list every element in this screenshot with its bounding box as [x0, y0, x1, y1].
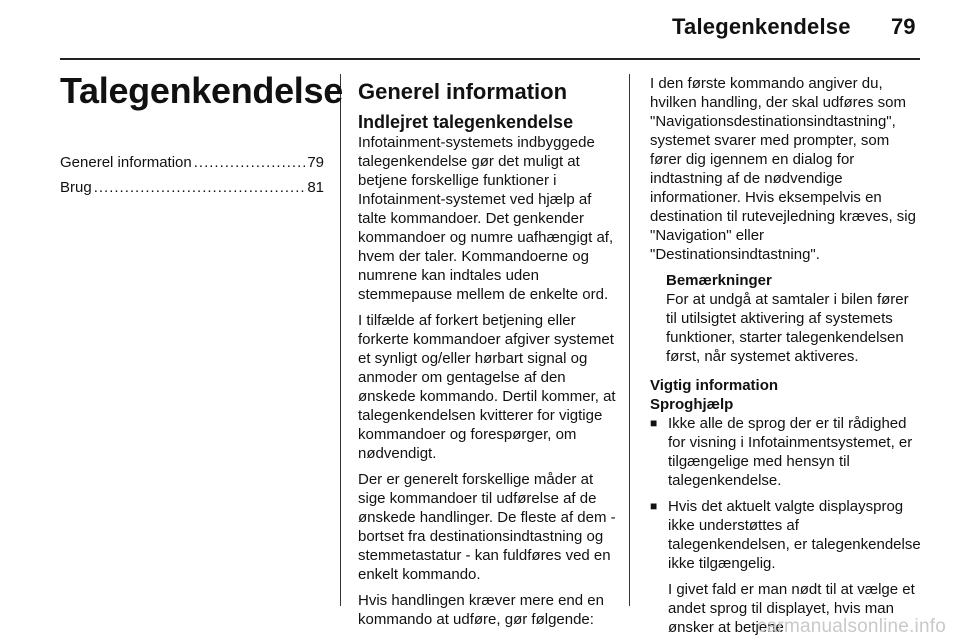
square-bullet-icon: ■	[650, 416, 658, 430]
toc-entry-brug[interactable]	[60, 175, 324, 200]
note-text: For at undgå at samtaler i bilen fører til utilsigtet aktivering af systemets funktioner, starter talegenkendelsen først, når systemet aktiveres.	[666, 291, 909, 365]
toc-leader-dots	[94, 175, 306, 200]
header-divider	[60, 58, 920, 60]
square-bullet-icon: ■	[650, 499, 658, 513]
important-heading: Vigtig information	[650, 377, 779, 394]
note-box	[666, 271, 922, 366]
body-paragraph: I den første kommando angiver du, hvilken handling, der skal udføres som "Navigationsdestinationsindtastning", systemet svarer med prompter, som fører dig igennem en dialog for indtastning af de nødvendige informationer. Hvis eksempelvis en destination til rutevejledning kræves, sig "Navigation" eller "Destinationsindtastning".	[650, 75, 916, 263]
middle-column	[358, 78, 622, 636]
toc-entry-page: 81	[307, 179, 324, 196]
note-heading: Bemærkninger	[666, 272, 772, 289]
running-header-title: Talegenkendelse	[672, 14, 851, 39]
list-item-text: Ikke alle de sprog der er til rådighed for visning i Infotainmentsystemet, er tilgængelige med hensyn til talegenkendelse.	[668, 415, 913, 489]
body-paragraph: Der er generelt forskellige måder at sige kommandoer til udførelse af de ønskede handlinger. De fleste af dem - bortset fra destinationsindtastning og stemmetastatur - kan fuldføres ved en enkelt kommando.	[358, 471, 616, 583]
section-heading: Generel information	[358, 79, 568, 104]
toc-entry-page: 79	[307, 154, 324, 171]
list-item-continuation: I givet fald er man nødt til at vælge et andet sprog til displayet, hvis man ønsker at betjene	[668, 581, 915, 636]
chapter-title: Talegenkendelse	[60, 70, 343, 111]
subsection-heading: Indlejret talegenkendelse	[358, 112, 574, 132]
column-divider-right	[629, 74, 630, 606]
body-paragraph: Infotainment-systemets indbyggede talegenkendelse gør det muligt at betjene forskellige funktioner i Infotainment-systemet ved hjælp af talte kommandoer. Det genkender kommandoer og numre uafhængigt af, hvem der taler. Kommandoerne og numrene kan indtales uden stemmepause mellem de enkelte ord.	[358, 134, 614, 303]
list-item	[650, 414, 922, 490]
column-divider-left	[340, 74, 341, 606]
list-item-text: Hvis det aktuelt valgte displaysprog ikke understøttes af talegenkendelsen, er talegenkendelse ikke tilgængelig.	[668, 498, 921, 572]
toc-entry-label: Brug	[60, 179, 92, 196]
page-number: 79	[891, 14, 916, 39]
table-of-contents	[60, 150, 324, 200]
right-column	[650, 74, 922, 637]
list-item	[650, 497, 922, 573]
language-heading: Sproghjælp	[650, 396, 734, 413]
watermark: carmanualsonline.info	[756, 616, 946, 637]
body-paragraph: Hvis handlingen kræver mere end en kommando at udføre, gør følgende:	[358, 592, 604, 628]
body-paragraph: I tilfælde af forkert betjening eller forkerte kommandoer afgiver systemet et synligt og/eller hørbart signal og anmoder om gentagelse af den ønskede kommando. Dertil kommer, at talegenkendelsen kvitterer for vigtige kommandoer og forespørger, om nødvendigt.	[358, 312, 616, 462]
toc-entry-generel-information[interactable]	[60, 150, 324, 175]
toc-leader-dots	[194, 150, 306, 175]
toc-entry-label: Generel information	[60, 154, 192, 171]
